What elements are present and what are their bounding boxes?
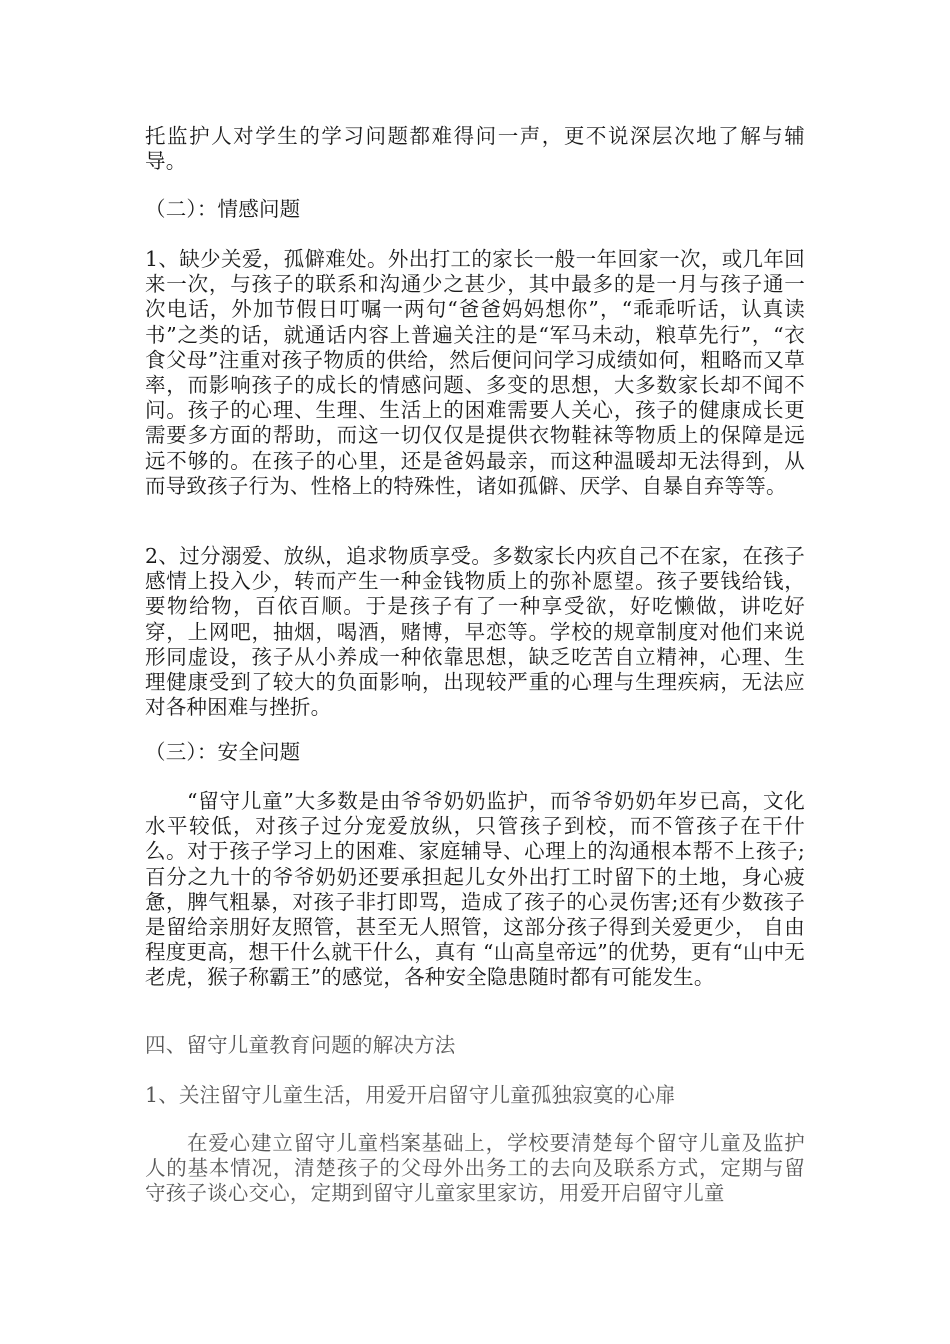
- section-heading-solutions: 四、留守儿童教育问题的解决方法: [145, 1033, 456, 1057]
- paragraph-over-indulgence: 2、过分溺爱、放纵，追求物质享受。多数家长内疚自己不在家，在孩子感情上投入少，转而产生一种金钱物质上的弥补愿望。孩子要钱给钱，要物给物，百依百顺。于是孩子有了一种享受欲，好吃懒做，讲吃好穿，上网吧，抽烟，喝酒，赌博，早恋等。学校的规章制度对他们来说形同虚设，孩子从小养成一种依靠思想，缺乏吃苦自立精神，心理、生理健康受到了较大的负面影响，出现较严重的心理与生理疾病，无法应对各种困难与挫折。: [145, 544, 805, 720]
- paragraph-solution-care: 在爱心建立留守儿童档案基础上，学校要清楚每个留守儿童及监护人的基本情况，清楚孩子的父母外出务工的去向及联系方式，定期与留守孩子谈心交心，定期到留守儿童家里家访，用爱开启留守儿童: [145, 1131, 805, 1206]
- section-heading-safety-issues: （三）：安全问题: [145, 740, 301, 764]
- paragraph-lack-of-care: 1、缺少关爱，孤僻难处。外出打工的家长一般一年回家一次，或几年回来一次，与孩子的联系和沟通少之甚少，其中最多的是一月与孩子通一次电话，外加节假日叮嘱一两句“爸爸妈妈想你”，“乖乖听话，认真读书”之类的话，就通话内容上普遍关注的是“军马未动，粮草先行”，“衣食父母”注重对孩子物质的供给，然后便问问学习成绩如何，粗略而又草率，而影响孩子的成长的情感问题、多变的思想，大多数家长却不闻不问。孩子的心理、生理、生活上的困难需要人关心，孩子的健康成长更需要多方面的帮助，而这一切仅仅是提供衣物鞋袜等物质上的保障是远远不够的。在孩子的心里，还是爸妈最亲，而这种温暖却无法得到，从而导致孩子行为、性格上的特殊性，诸如孤僻、厌学、自暴自弃等等。: [145, 247, 805, 498]
- paragraph-continuation: 托监护人对学生的学习问题都难得问一声，更不说深层次地了解与辅导。: [145, 124, 805, 174]
- paragraph-safety: “留守儿童”大多数是由爷爷奶奶监护，而爷爷奶奶年岁已高，文化水平较低，对孩子过分宠爱放纵，只管孩子到校，而不管孩子在干什么。对于孩子学习上的困难、家庭辅导、心理上的沟通根本帮不上孩子;百分之九十的爷爷奶奶还要承担起儿女外出打工时留下的土地，身心疲惫，脾气粗暴，对孩子非打即骂，造成了孩子的心灵伤害;还有少数孩子是留给亲朋好友照管，甚至无人照管，这部分孩子得到关爱更少， 自由程度更高，想干什么就干什么，真有 “山高皇帝远”的优势，更有“山中无老虎，猴子称霸王”的感觉，各种安全隐患随时都有可能发生。: [145, 789, 805, 990]
- section-heading-emotional-issues: （二）：情感问题: [145, 197, 301, 221]
- subheading-care-for-children: 1、关注留守儿童生活，用爱开启留守儿童孤独寂寞的心扉: [145, 1083, 676, 1107]
